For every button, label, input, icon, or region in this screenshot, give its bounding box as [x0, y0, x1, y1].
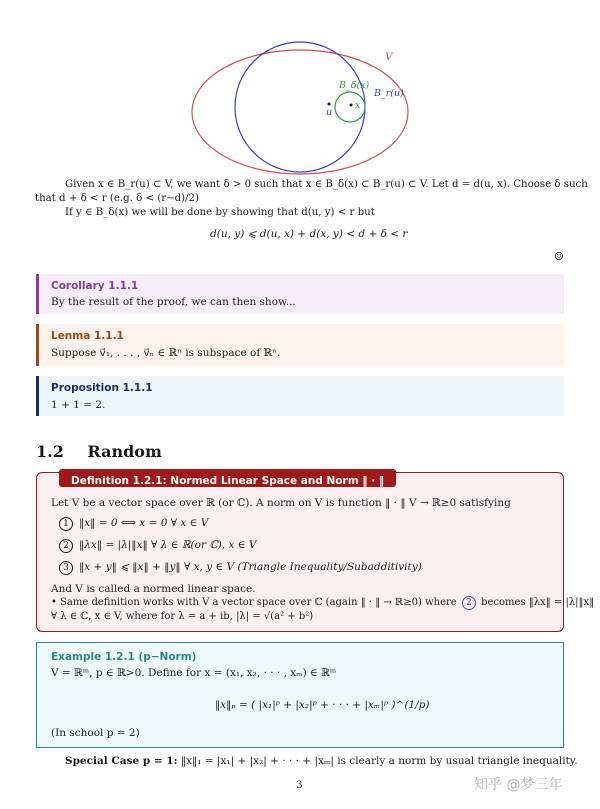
proposition-title: Proposition 1.1.1: [51, 382, 153, 394]
set-V-ellipse: [192, 50, 408, 174]
qed-smiley: ☺: [554, 250, 564, 263]
ball-Br-circle: [235, 42, 365, 172]
example-title: Example 1.2.1 (p−Norm): [51, 651, 197, 663]
lemma-title: Lenma 1.1.1: [51, 330, 124, 342]
item-number-3: 3: [59, 561, 73, 575]
outro-2-part-b: becomes ‖λx‖ = |λ|‖x‖: [481, 597, 595, 608]
label-u: u: [326, 107, 333, 118]
proof-line-2: that d + δ < r (e.g. δ < (r−d)/2): [35, 193, 199, 204]
definition-item-1: [59, 516, 208, 531]
definition-outro-1: And V is called a normed linear space.: [51, 583, 256, 595]
example-line-1: V = ℝᵐ, p ∈ ℝ>0. Define for x = (x₁, x₂, · · · , xₘ) ∈ ℝᵐ: [51, 667, 337, 679]
point-x: [350, 104, 353, 107]
definition-outro-3: ∀ λ ∈ ℂ, x ∈ V, where for λ = a + ib, |λ| = √(a² + b²): [51, 611, 314, 622]
outro-2-ref-number: 2: [462, 596, 476, 610]
definition-item-3: [59, 560, 422, 575]
label-Br: B_r(u): [374, 88, 404, 99]
special-case-text: ‖x‖₁ = |x₁| + |x₂| + · · · + |xₘ| is clearly a norm by usual triangle inequality.: [180, 755, 578, 767]
definition-outro-2: [51, 596, 594, 610]
proof-display-equation: d(u, y) ⩽ d(u, x) + d(x, y) < d + δ < r: [210, 228, 408, 240]
proposition-box: [36, 376, 564, 416]
page-number: 3: [296, 779, 303, 791]
item-text-1: ‖x‖ = 0 ⟺ x = 0 ∀ x ∈ V: [79, 517, 209, 529]
item-text-2: ‖λx‖ = |λ|‖x‖ ∀ λ ∈ ℝ(or ℂ), x ∈ V: [79, 539, 257, 551]
corollary-title: Corollary 1.1.1: [51, 280, 139, 292]
label-V: V: [385, 51, 393, 63]
ball-diagram: [185, 40, 415, 180]
lemma-body: Suppose v⃗₁, . . . , v⃗ₙ ∈ ℝⁿ is subspace of ℝⁿ.: [51, 347, 281, 359]
lemma-box: [36, 324, 564, 366]
special-case-label: Special Case p = 1:: [65, 755, 178, 767]
example-formula: ‖x‖ₚ = ( |x₁|ᵖ + |x₂|ᵖ + · · · + |xₘ|ᵖ )^(1/p): [215, 699, 430, 711]
watermark: 知乎 @梦三年: [474, 777, 563, 793]
ball-Bdelta-circle: [335, 92, 365, 122]
definition-box: [36, 472, 595, 632]
item-number-1: 1: [59, 517, 73, 531]
definition-intro: Let V be a vector space over ℝ (or ℂ). A norm on V is function ‖ · ‖ V → ℝ≥0 satisfying: [51, 497, 511, 509]
corollary-box: [36, 274, 564, 314]
item-number-2: 2: [59, 539, 73, 553]
proof-line-3: If y ∈ B_δ(x) we will be done by showing that d(u, y) < r but: [65, 207, 375, 218]
proposition-body: 1 + 1 = 2.: [51, 399, 106, 411]
corollary-body: By the result of the proof, we can then show...: [51, 296, 296, 308]
example-note: (In school p = 2): [51, 727, 140, 739]
section-number: 1.2: [36, 442, 64, 461]
proof-line-1: Given x ∈ B_r(u) ⊂ V, we want δ > 0 such that x ∈ B_δ(x) ⊂ B_r(u) ⊂ V. Let d = d(u, x). Choose δ such: [65, 179, 588, 190]
definition-item-2: [59, 538, 256, 553]
label-Bdelta: B_δ(x): [339, 80, 370, 91]
example-box: [36, 642, 564, 748]
definition-title: Definition 1.2.1: Normed Linear Space and Norm ‖ · ‖: [71, 475, 385, 487]
item-text-3: ‖x + y‖ ⩽ ‖x‖ + ‖y‖ ∀ x, y ∈ V (Triangle Inequality/Subadditivity): [79, 561, 422, 573]
special-case-line: [65, 755, 578, 768]
definition-title-tab: [59, 469, 396, 487]
section-title: Random: [87, 442, 162, 461]
outro-2-part-a: • Same definition works with V a vector space over ℂ (again ‖ · ‖ → ℝ≥0) where: [51, 597, 457, 608]
label-x: x: [355, 100, 361, 111]
section-heading: [36, 442, 162, 461]
